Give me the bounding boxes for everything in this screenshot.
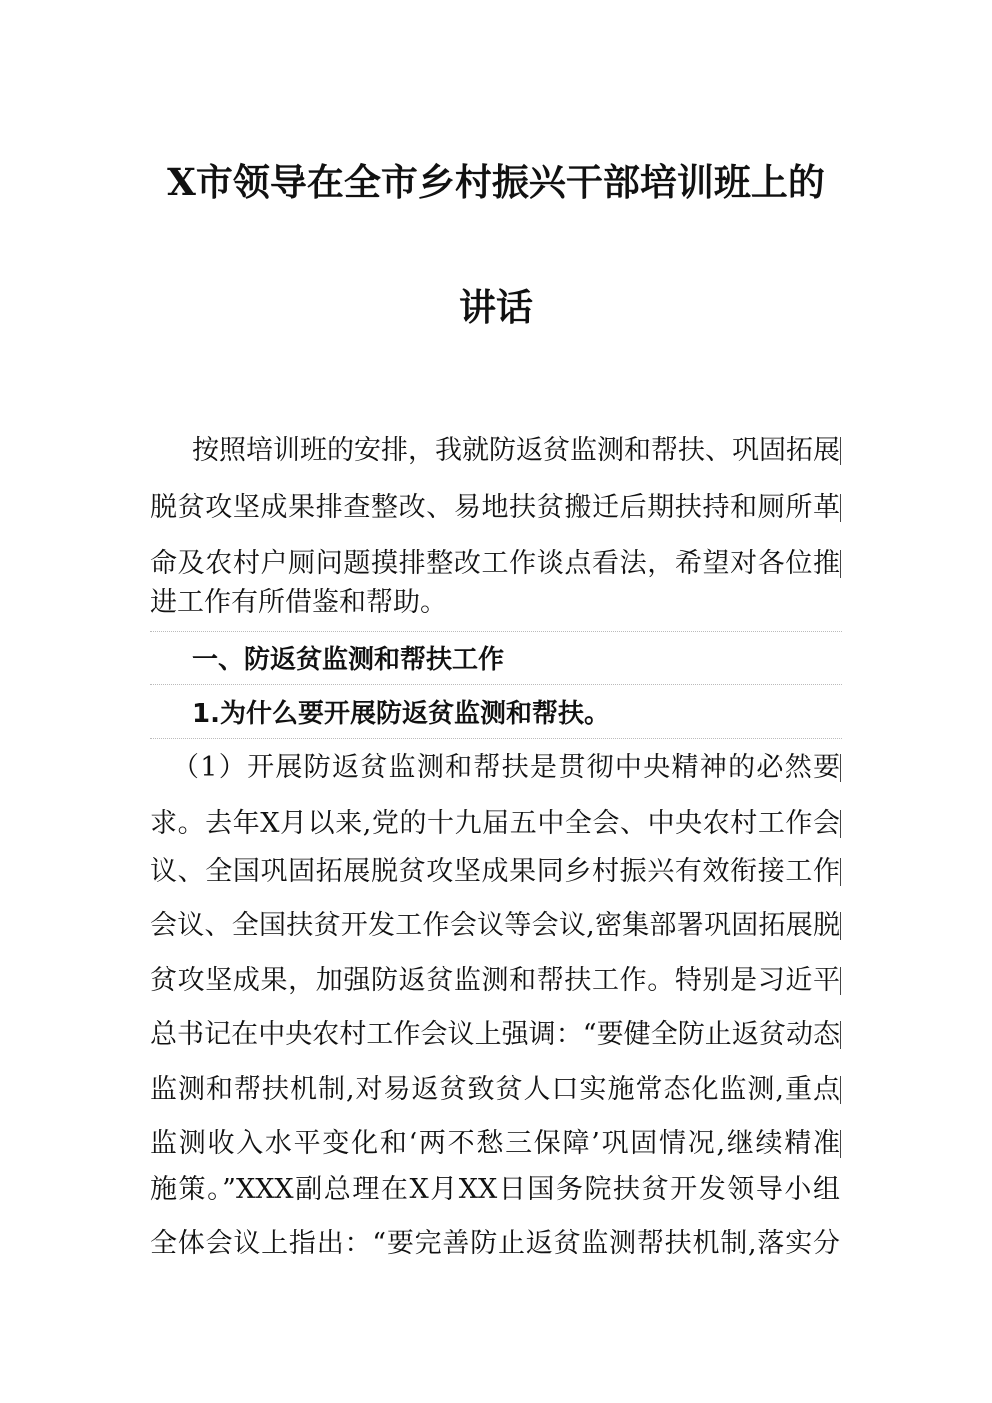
body-line: 全体会议上指出：“要完善防止返贫监测帮扶机制,落实分 [150, 1228, 840, 1259]
body-line: 贫攻坚成果，加强防返贫监测和帮扶工作。特别是习近平 [150, 965, 840, 996]
document-title-line-2: 讲话 [459, 285, 533, 329]
intro-line: 按照培训班的安排，我就防返贫监测和帮扶、巩固拓展 [192, 435, 840, 466]
document-title-line-1: X市领导在全市乡村振兴干部培训班上的 [167, 160, 825, 204]
body-line: 监测收入水平变化和‘两不愁三保障’巩固情况,继续精准 [150, 1128, 840, 1159]
divider [150, 738, 842, 739]
intro-line: 进工作有所借鉴和帮助。 [150, 587, 447, 618]
body-line: 议、全国巩固拓展脱贫攻坚成果同乡村振兴有效衔接工作 [150, 856, 840, 887]
body-line: 施策。”XXX副总理在X月XX日国务院扶贫开发领导小组 [150, 1174, 840, 1205]
divider [150, 684, 842, 685]
divider [150, 631, 842, 632]
intro-line: 脱贫攻坚成果排查整改、易地扶贫搬迁后期扶持和厕所革 [150, 492, 840, 523]
subsection-heading: 1.为什么要开展防返贫监测和帮扶。 [192, 699, 610, 729]
body-line: 总书记在中央农村工作会议上强调：“要健全防止返贫动态 [150, 1019, 840, 1050]
intro-line: 命及农村户厕问题摸排整改工作谈点看法，希望对各位推 [150, 548, 840, 579]
body-line: 求。去年X月以来,党的十九届五中全会、中央农村工作会 [150, 808, 840, 839]
body-line: 监测和帮扶机制,对易返贫致贫人口实施常态化监测,重点 [150, 1074, 840, 1105]
section-heading: 一、防返贫监测和帮扶工作 [192, 645, 505, 675]
body-line: （1）开展防返贫监测和帮扶是贯彻中央精神的必然要 [172, 752, 840, 783]
body-line: 会议、全国扶贫开发工作会议等会议,密集部署巩固拓展脱 [150, 910, 840, 941]
